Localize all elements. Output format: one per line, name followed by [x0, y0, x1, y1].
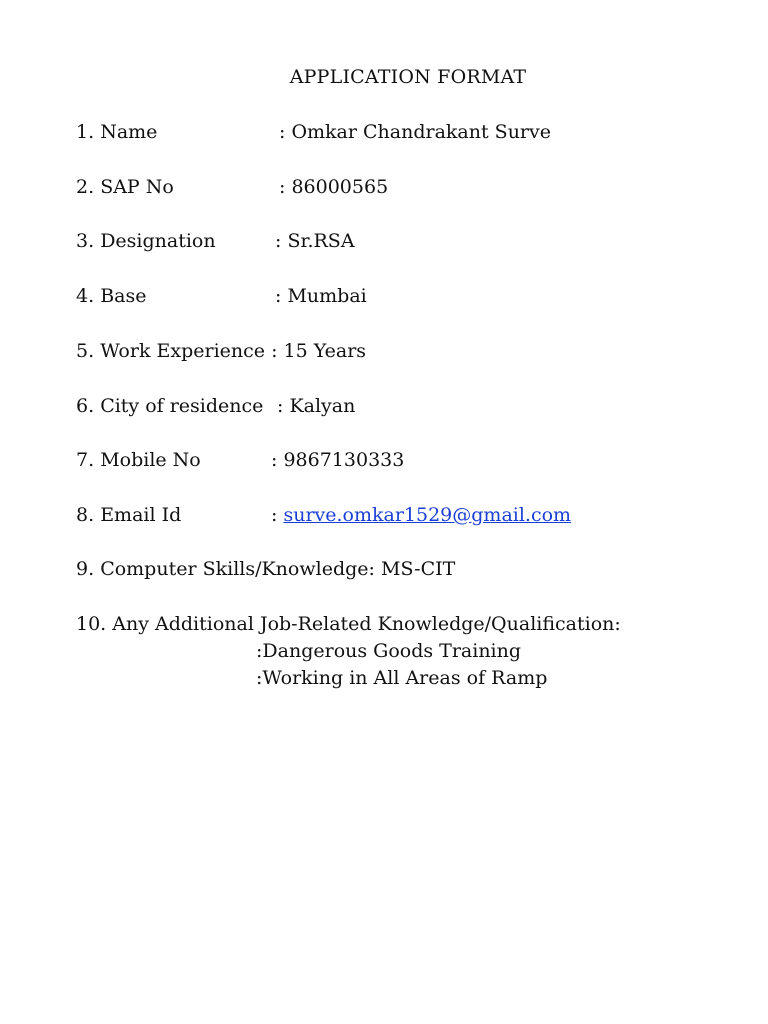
field-label: Email Id	[100, 504, 182, 526]
field-value-wrap: : surve.omkar1529@gmail.com	[271, 504, 572, 526]
field-label: Base	[100, 285, 147, 307]
field-number: 3.	[76, 230, 95, 252]
field-designation	[76, 229, 355, 253]
field-number: 1.	[76, 121, 95, 143]
document-title: APPLICATION FORMAT	[289, 66, 527, 88]
field-number: 9.	[76, 558, 95, 580]
field-value-wrap: : Kalyan	[277, 395, 356, 417]
field-number: 10.	[76, 613, 107, 635]
field-value-wrap: : 9867130333	[271, 449, 405, 471]
field-label: Mobile No	[100, 449, 201, 471]
field-value-wrap: : 86000565	[279, 176, 389, 198]
field-mobile-no	[76, 448, 405, 472]
field-number: 8.	[76, 504, 95, 526]
field-value-wrap: : Mumbai	[275, 285, 367, 307]
field-value: MS-CIT	[380, 558, 456, 580]
field-number: 6.	[76, 395, 95, 417]
field-value: Sr.RSA	[287, 230, 355, 252]
field-value-wrap: : Sr.RSA	[275, 230, 355, 252]
field-computer-skills	[76, 557, 455, 581]
field-value: 86000565	[291, 176, 389, 198]
field-value: 15 Years	[283, 340, 367, 362]
field-value: Kalyan	[289, 395, 356, 417]
field-number: 2.	[76, 176, 95, 198]
field-value-wrap: : 15 Years	[271, 340, 367, 362]
email-link[interactable]: surve.omkar1529@gmail.com	[283, 504, 572, 526]
field-sap-no	[76, 175, 389, 199]
field-additional-knowledge	[76, 612, 621, 636]
field-number: 4.	[76, 285, 95, 307]
field-label: Work Experience	[100, 340, 266, 362]
field-value-wrap: : Omkar Chandrakant Surve	[279, 121, 551, 143]
field-label: Any Additional Job-Related Knowledge/Qualification	[112, 613, 615, 635]
field-base	[76, 284, 367, 308]
field-value: Mumbai	[287, 285, 367, 307]
additional-item: :Working in All Areas of Ramp	[256, 667, 548, 689]
field-label: Name	[100, 121, 158, 143]
field-value-wrap: : MS-CIT	[368, 558, 456, 580]
field-value: 9867130333	[283, 449, 405, 471]
field-label: City of residence	[100, 395, 264, 417]
field-city-of-residence	[76, 394, 356, 418]
additional-item: :Dangerous Goods Training	[256, 640, 522, 662]
field-email-id	[76, 503, 572, 527]
field-value: Omkar Chandrakant Surve	[291, 121, 551, 143]
field-number: 5.	[76, 340, 95, 362]
field-label: Computer Skills/Knowledge	[100, 558, 369, 580]
field-number: 7.	[76, 449, 95, 471]
field-name	[76, 120, 551, 144]
field-colon: :	[614, 613, 621, 635]
field-label: SAP No	[100, 176, 174, 198]
field-label: Designation	[100, 230, 216, 252]
field-work-experience	[76, 339, 366, 363]
